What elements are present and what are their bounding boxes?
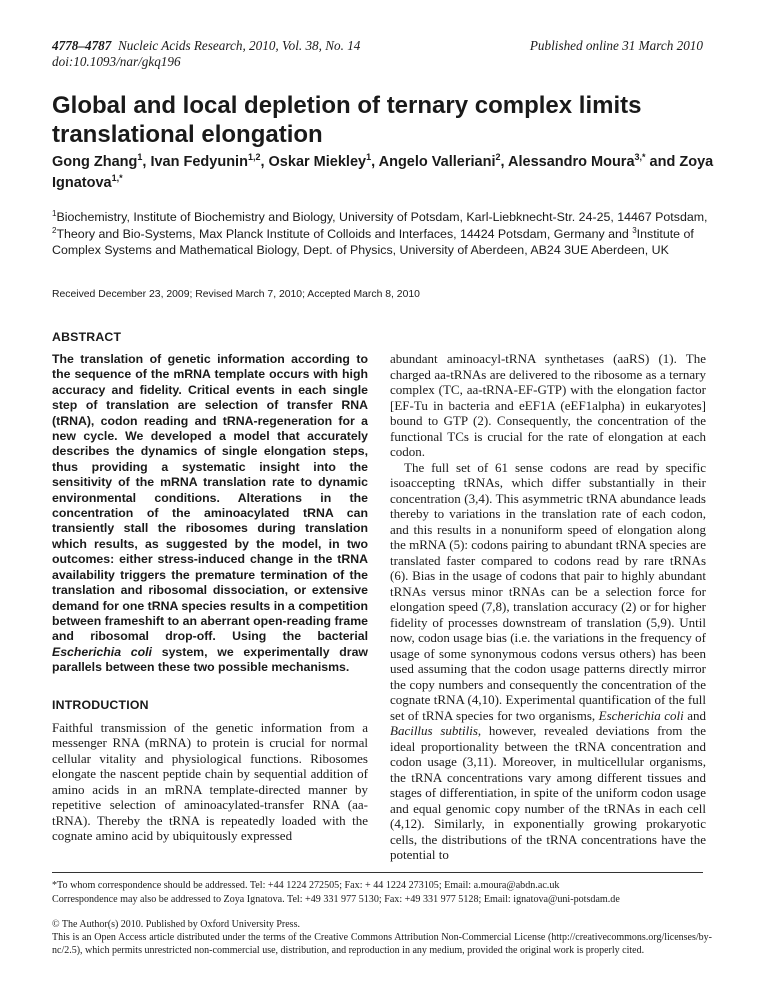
author: Oskar Miekley$^1$ bbox=[268, 152, 372, 170]
right-column bbox=[390, 351, 706, 863]
intro-paragraph: Faithful transmission of the genetic information from a messenger RNA (mRNA) to protein is crucial for normal cellular vitality and physiological functions. Ribosomes elongate the nascent peptide chain by sequential addition of amino acids in an mRNA template-directed manner by repetitive selection of aminoacylated-transfer RNA (aa-tRNA). Thereby the tRNA is repeatedly loaded with the cognate amino acid by ubiquitously expressed bbox=[52, 719, 368, 844]
copyright: © The Author(s) 2010. Published by Oxford University Press. bbox=[52, 919, 300, 930]
author: Alessandro Moura$^{3,*}$ bbox=[508, 152, 646, 170]
correspondence-note: *To whom correspondence should be addressed. Tel: +44 1224 272505; Fax: + 44 1224 273105; Email: a.moura@abdn.ac.uk Correspondence may also be addressed to Zoya Ignatova. Tel: +49 331 977 5130; Fax: +49 331 977 5128; Email: ignatova@uni-potsdam.de bbox=[52, 880, 620, 905]
introduction-heading: INTRODUCTION bbox=[52, 697, 149, 712]
license-note bbox=[52, 918, 712, 958]
header-citation bbox=[52, 38, 360, 54]
author: Angelo Valleriani$^2$ bbox=[378, 152, 501, 170]
author: Ivan Fedyunin$^{1,2}$ bbox=[150, 152, 261, 170]
license-text: This is an Open Access article distributed under the terms of the Creative Commons Attribution Non-Commercial License (http://creativecommons.org/licenses/by-nc/2.5), which permits unrestricted non-commercial use, distribution, and reproduction in any medium, provided the original work is properly cited. bbox=[52, 932, 712, 957]
article-title: Global and local depletion of ternary complex limits translational elongation bbox=[52, 92, 642, 148]
doi: doi:10.1093/nar/gkq196 bbox=[52, 54, 181, 69]
footnote-divider bbox=[52, 872, 703, 873]
affiliations: $^1$Biochemistry, Institute of Biochemistry and Biology, University of Potsdam, Karl-Liebknecht-Str. 24-25, 14467 Potsdam, $^2$Theory and Bio-Systems, Max Planck Institute of Colloids and Interfaces, 14424 Potsdam, Germany and $^3$Institute of Complex Systems and Mathematical Biology, Dept. of Physics, University of Aberdeen, AB24 3UE Aberdeen, UK bbox=[52, 208, 708, 257]
intro-paragraph-continued: abundant aminoacyl-tRNA synthetases (aaRS) (1). The charged aa-tRNAs are delivered to the ribosome as a ternary complex (TC, aa-tRNA-EF-GTP) with the elongation factor [EF-Tu in bacteria and eEF1A (eEF1alpha) in eukaryotes] bound to GTP (2). Consequently, the concentration of the functional TCs is crucial for the rate of elongation at each codon. bbox=[390, 351, 706, 459]
abstract-heading: ABSTRACT bbox=[52, 330, 122, 344]
published-date: Published online 31 March 2010 bbox=[529, 38, 703, 53]
abstract-text: The translation of genetic information according to the sequence of the mRNA template occurs with high accuracy and fidelity. Critical events in each single step of translation are selection of transfer RNA (tRNA), codon reading and tRNA-regeneration for a new cycle. We developed a model that accurately describes the dynamics of single elongation steps, thus providing a systematic insight into the sensitivity of the mRNA translation rate to dynamic environmental conditions. Alterations in the concentration of the aminoacylated tRNA can transiently stall the ribosomes during translation which results, as suggested by the model, in two outcomes: either stress-induced change in the tRNA availability triggers the premature termination of the translation and ribosomal dissociation, or extensive demand for one tRNA species results in a competition between frameshift to an aberrant open-reading frame and ribosomal drop-off. Using the bacterial Escherichia coli system, we experimentally draw parallels between these two possible mechanisms. bbox=[52, 352, 369, 675]
author-list: Gong Zhang$^1$, Ivan Fedyunin$^{1,2}$, Oskar Miekley$^1$, Angelo Valleriani$^2$, Alessandro Moura$^{3,*}$ and Zoya Ignatova$^{1,*}$ bbox=[52, 152, 714, 191]
intro-paragraph: The full set of 61 sense codons are read by specific isoaccepting tRNAs, which differ substantially in their concentration (3,4). This asymmetric tRNA abundance leads thereby to variations in the translation rate of each codon, and this results in a nonuniform speed of elongation along the mRNA (5): codons pairing to abundant tRNA species are translated faster compared to codons read by rare tRNAs (6). Bias in the usage of codons that pair to highly abundant tRNAs versus minor tRNAs can be a selection force for elongation speed (7,8), translation accuracy (2) or for higher fidelity of processes downstream of translation (5,9). Until now, codon usage bias (i.e. the variations in the frequency of usage of some synonymous codons versus others) has been used assuming that the codon usage patterns directly mirror the copy numbers and consequently the concentration of the cognate tRNA (4,10). Experimental quantification of the full set of tRNA species for two organisms, Escherichia coli and Bacillus subtilis, however, revealed deviations from the ideal proportionality between the tRNA concentration and codon usage (3,11). Moreover, in multicellular organisms, the tRNA concentrations vary among different tissues and stages of differentiation, in spite of the uniform codon usage and equal genomic copy number of the tRNAs in each cell (4,12). Similarly, in exponentially growing prokaryotic cells, the distributions of the tRNA concentrations have the potential to bbox=[390, 459, 706, 862]
author: Gong Zhang$^1$ bbox=[52, 152, 143, 170]
running-header bbox=[52, 38, 360, 70]
journal-info: Nucleic Acids Research, 2010, Vol. 38, No. 14 bbox=[117, 38, 361, 53]
author: Zoya Ignatova$^{1,*}$ bbox=[52, 154, 714, 191]
left-column bbox=[52, 330, 368, 844]
received-dates: Received December 23, 2009; Revised March 7, 2010; Accepted March 8, 2010 bbox=[52, 289, 420, 300]
page-range: 4778–4787 bbox=[52, 38, 112, 53]
